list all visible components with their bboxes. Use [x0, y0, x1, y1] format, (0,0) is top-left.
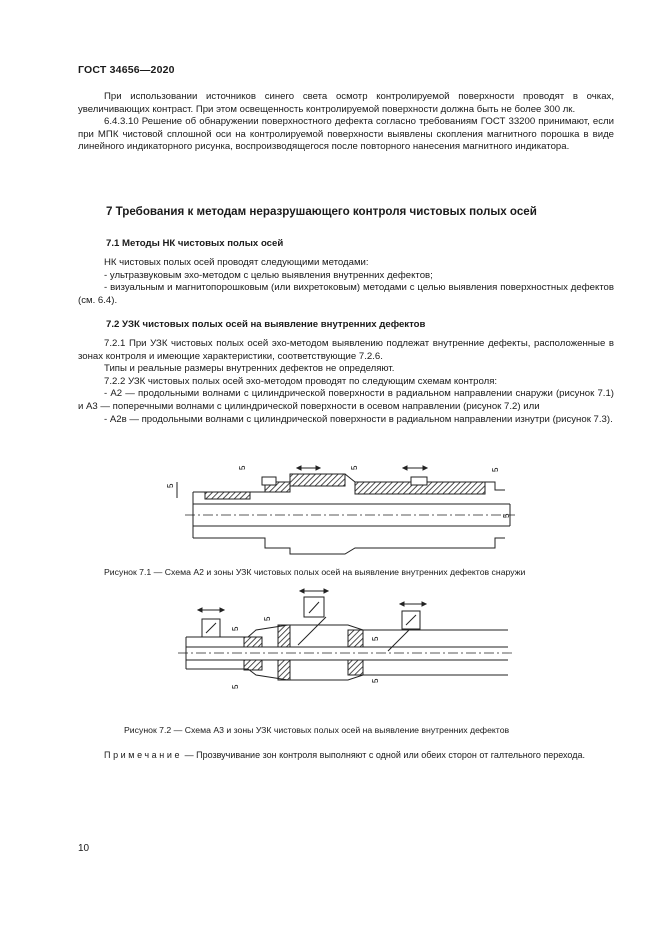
subsection-heading: 7.2 УЗК чистовых полых осей на выявление внутренних дефектов: [106, 319, 426, 330]
paragraph: 7.2.2 УЗК чистовых полых осей эхо-методом проводят по следующим схемам контроля:: [104, 375, 498, 387]
paragraph: Типы и реальные размеры внутренних дефектов не определяют.: [104, 363, 395, 375]
dimension-label: 5: [263, 616, 272, 621]
paragraph: НК чистовых полых осей проводят следующими методами:: [104, 257, 369, 268]
dimension-label: 5: [491, 467, 500, 472]
s72-text: [78, 338, 614, 426]
paragraph: При использовании источников синего света осмотр контролируемой поверхности проводят в очках, увеличивающих контраст. При этом освещенность контролируемой поверхности должна быть не более 300 лк.: [78, 91, 614, 115]
figure-caption: Рисунок 7.1 — Схема А2 и зоны УЗК чистовых полых осей на выявление внутренних дефектов снаружи: [104, 567, 526, 577]
dimension-label: 5: [238, 465, 247, 470]
dimension-label: 5: [166, 483, 175, 488]
figure-caption: Рисунок 7.2 — Схема А3 и зоны УЗК чистовых полых осей на выявление внутренних дефектов: [124, 725, 510, 735]
paragraph: 6.4.3.10 Решение об обнаружении поверхностного дефекта согласно требованиям ГОСТ 33200 принимают, если при МПК чистовой сплошной оси на контролируемой поверхности выявлены скопления магнитного порошка в виде линейного индикаторного рисунка, воспроизводящегося после повторного нанесения магнитного индикатора.: [78, 116, 614, 153]
dimension-label: 5: [350, 465, 359, 470]
dimension-label: 5: [231, 626, 240, 631]
s71-text: [78, 257, 614, 307]
section-heading: 7 Требования к методам неразрушающего контроля чистовых полых осей: [106, 205, 537, 218]
figure-7-1-diagram: [165, 460, 525, 560]
dimension-label: 5: [502, 513, 511, 518]
paragraph: - визуальным и магнитопорошковым (или вихретоковым) методами с целью выявления поверхностных дефектов (см. 6.4).: [78, 282, 614, 306]
paragraph: - А2 — продольными волнами с цилиндрической поверхности в радиальном направлении снаружи (рисунок 7.1) и А3 — поперечными волнами с цилиндрической поверхности в осевом направлении (рисунок 7.2) или: [78, 388, 614, 412]
document-header: ГОСТ 34656—2020: [78, 64, 175, 76]
paragraph: 7.2.1 При УЗК чистовых полых осей эхо-методом выявлению подлежат внутренние дефекты, расположенные в зонах контроля и имеющие характеристики, соответствующие 7.2.6.: [78, 338, 614, 362]
intro-text: [78, 91, 614, 154]
dimension-label: 5: [371, 636, 380, 641]
note-label: Примечание: [104, 750, 183, 760]
page-number: 10: [78, 843, 90, 854]
paragraph: - ультразвуковым эхо-методом с целью выявления внутренних дефектов;: [104, 269, 433, 281]
dimension-label: 5: [371, 678, 380, 683]
subsection-heading: 7.1 Методы НК чистовых полых осей: [106, 238, 284, 249]
paragraph: - А2в — продольными волнами с цилиндрической поверхности в радиальном направлении изнутри (рисунок 7.3).: [104, 413, 613, 425]
dimension-label: 5: [231, 684, 240, 689]
note: [78, 749, 614, 761]
figure-7-2-diagram: [178, 585, 518, 695]
note-text: — Прозвучивание зон контроля выполняют с одной или обеих сторон от галтельного перехода.: [182, 750, 585, 760]
